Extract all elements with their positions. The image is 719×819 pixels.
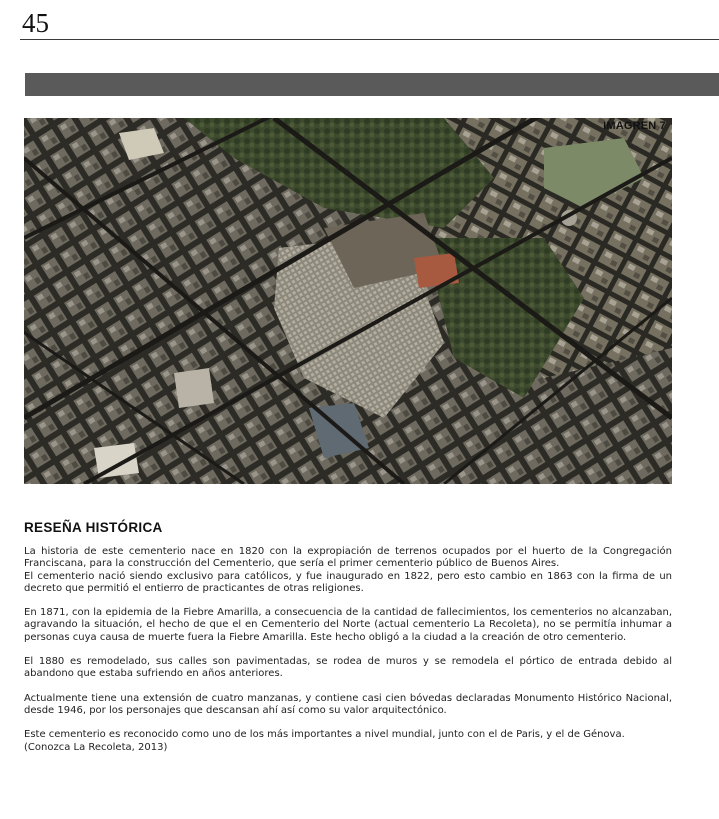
- aerial-photo: [24, 118, 672, 484]
- paragraph-1-line-2: El cementerio nació siendo exclusivo para católicos, y fue inaugurado en 1822, pero esto cambio en 1863 con la firma de un decreto que permitió el entierro de practicantes de otras religiones.: [24, 570, 672, 594]
- paragraph-3: [24, 656, 672, 681]
- paragraph-5: [24, 729, 672, 754]
- citation: (Conozca La Recoleta, 2013): [24, 741, 168, 753]
- image-label: IMAGREN 7: [603, 120, 666, 132]
- page-number: 45: [22, 8, 49, 38]
- paragraph-4-line-1: Actualmente tiene una extensión de cuatro manzanas, y contiene casi cien bóvedas declaradas Monumento Histórico Nacional, desde 1946, por los personajes que descansan ahí así como su valor arquitectónico.: [24, 692, 672, 716]
- section-title: RESEÑA HISTÓRICA: [24, 520, 163, 535]
- paragraph-1-line-1: La historia de este cementerio nace en 1820 con la expropiación de terrenos ocupados por el huerto de la Congregación Franciscana, para la construcción del Cementerio, que sería el primer cementerio público de Buenos Aires.: [24, 546, 672, 570]
- paragraph-3-line-1: El 1880 es remodelado, sus calles son pavimentadas, se rodea de muros y se remodela el pórtico de entrada debido al abandono que estaba sufriendo en años anteriores.: [24, 656, 672, 680]
- section-banner: [25, 73, 719, 96]
- paragraph-5-line-1: Este cementerio es reconocido como uno de los más importantes a nivel mundial, junto con el de Paris, y el de Génova.: [24, 729, 625, 741]
- paragraph-4: [24, 693, 672, 718]
- paragraph-2-line-1: En 1871, con la epidemia de la Fiebre Amarilla, a consecuencia de la cantidad de fallecimientos, los cementerios no alcanzaban, agravando la situación, el hecho de que el en Cementerio del Norte (actual cementerio La Recoleta), no se permitía inhumar a personas cuya causa de muerte fuera la Fiebre Amarilla. Este hecho obligó a la ciudad a la creación de otro cementerio.: [24, 607, 672, 643]
- paragraph-2: [24, 607, 672, 644]
- article-body: [24, 546, 672, 754]
- aerial-photo-drawing: [24, 118, 672, 484]
- paragraph-1: [24, 546, 672, 595]
- header-rule: [20, 39, 719, 40]
